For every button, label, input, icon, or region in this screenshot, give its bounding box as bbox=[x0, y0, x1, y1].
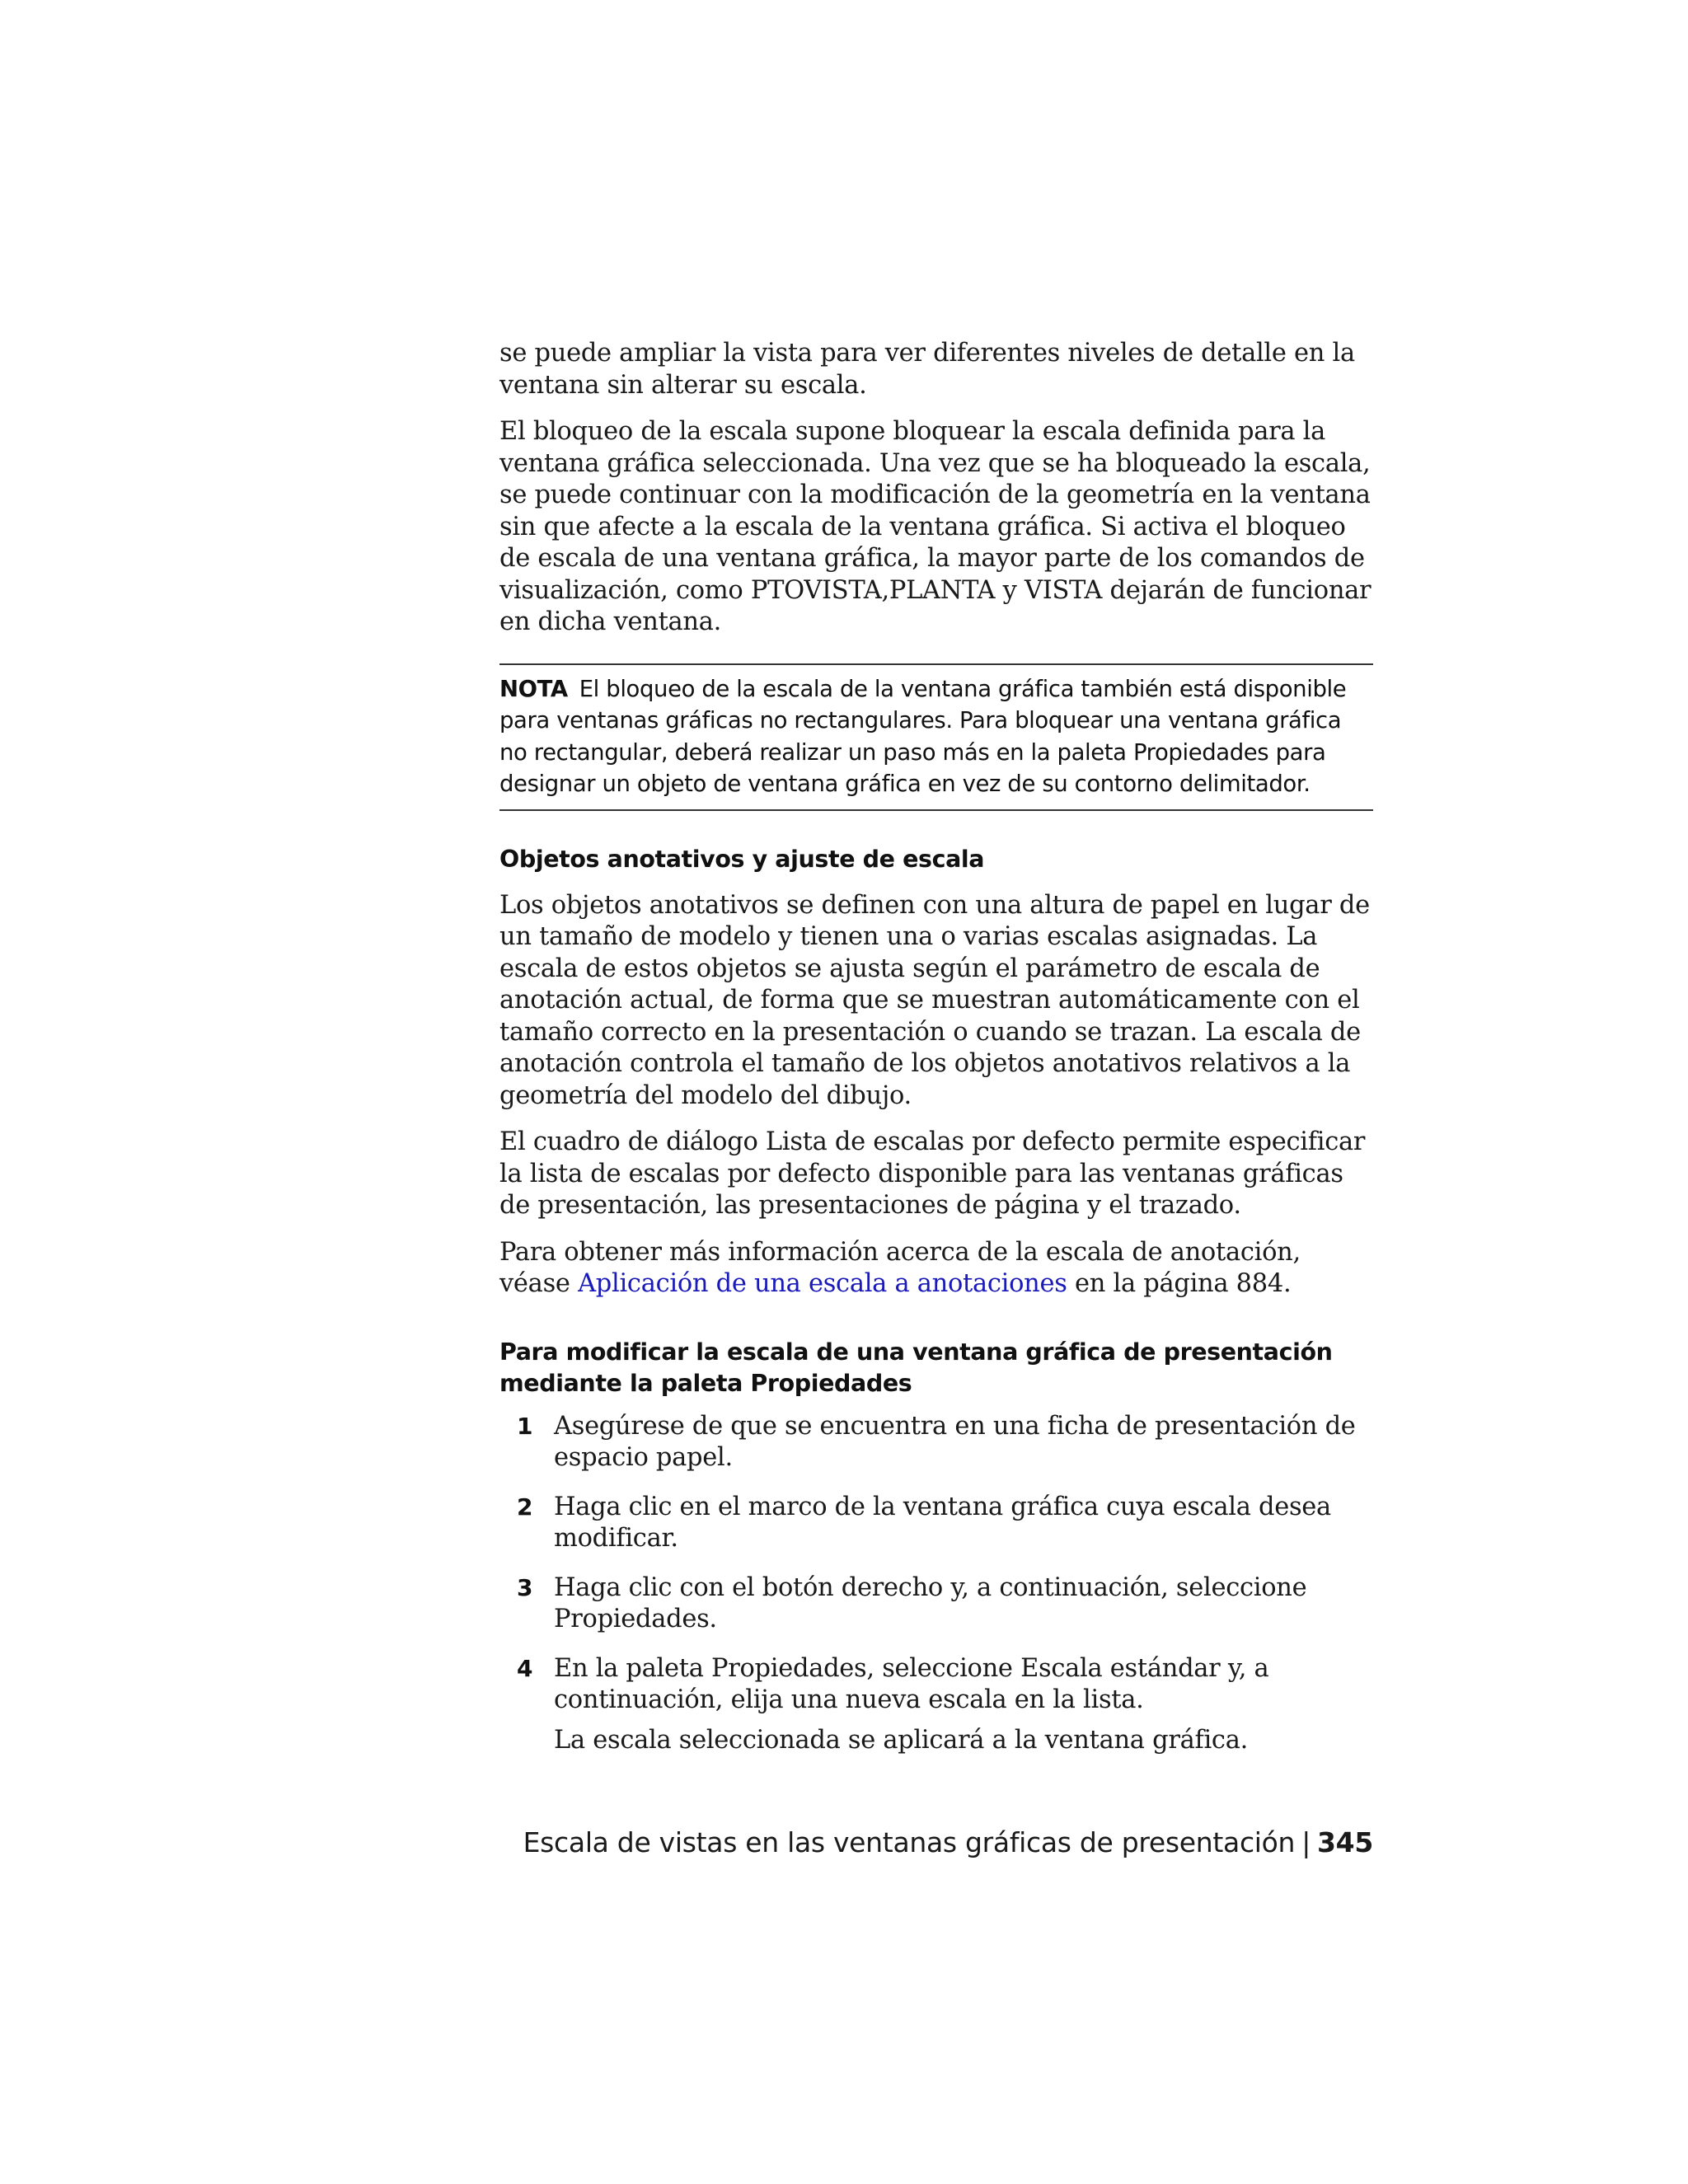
procedure-steps bbox=[499, 1411, 1373, 1757]
reference-text-before: Para obtener más información acerca de la escala de anotación, véase bbox=[499, 1237, 1301, 1298]
footer-title: Escala de vistas en las ventanas gráficas de presentación bbox=[523, 1826, 1296, 1858]
intro-paragraph-1: se puede ampliar la vista para ver diferentes niveles de detalle en la ventana sin alterar su escala. bbox=[499, 339, 1355, 400]
step-text: En la paleta Propiedades, seleccione Escala estándar y, a continuación, elija una nueva escala en la lista. bbox=[554, 1653, 1269, 1714]
page-footer bbox=[495, 1825, 1373, 1861]
step-number: 3 bbox=[517, 1573, 533, 1601]
page-number: 345 bbox=[1317, 1826, 1373, 1858]
step-number: 2 bbox=[517, 1493, 533, 1521]
intro-paragraph-2: El bloqueo de la escala supone bloquear la escala definida para la ventana gráfica seleccionada. Una vez que se ha bloqueado la escala, se puede continuar con la modificación de la geometría en la ventana sin que afecte a la escala de la ventana gráfica. Si activa el bloqueo de escala de una ventana gráfica, la mayor parte de los comandos de visualización, como PTOVISTA,PLANTA y VISTA dejarán de funcionar en dicha ventana. bbox=[499, 417, 1372, 636]
note-box bbox=[499, 663, 1373, 811]
step-text: Asegúrese de que se encuentra en una ficha de presentación de espacio papel. bbox=[554, 1411, 1356, 1472]
procedure-step bbox=[499, 1653, 1373, 1757]
footer-separator: | bbox=[1301, 1826, 1311, 1858]
cross-reference-link[interactable]: Aplicación de una escala a anotaciones bbox=[578, 1269, 1067, 1298]
procedure-heading: Para modificar la escala de una ventana gráfica de presentación mediante la paleta Propiedades bbox=[499, 1338, 1333, 1397]
procedure-step bbox=[499, 1411, 1373, 1474]
section-heading: Objetos anotativos y ajuste de escala bbox=[499, 845, 985, 873]
reference-text-after: en la página 884. bbox=[1067, 1269, 1292, 1298]
step-text: Haga clic con el botón derecho y, a continuación, seleccione Propiedades. bbox=[554, 1572, 1307, 1633]
section-paragraph-1: Los objetos anotativos se definen con una altura de papel en lugar de un tamaño de modelo y tienen una o varias escalas asignadas. La escala de estos objetos se ajusta según el parámetro de escala de anotación actual, de forma que se muestran automáticamente con el tamaño correcto en la presentación o cuando se trazan. La escala de anotación controla el tamaño de los objetos anotativos relativos a la geometría del modelo del dibujo. bbox=[499, 890, 1370, 1110]
step-number: 4 bbox=[517, 1654, 533, 1682]
page-content bbox=[499, 338, 1373, 1774]
step-result: La escala seleccionada se aplicará a la ventana gráfica. bbox=[554, 1725, 1248, 1755]
note-text: El bloqueo de la escala de la ventana gráfica también está disponible para ventanas gráficas no rectangulares. Para bloquear una ventana gráfica no rectangular, deberá realizar un paso más en la paleta Propiedades para designar un objeto de ventana gráfica en vez de su contorno delimitador. bbox=[499, 675, 1347, 797]
step-text: Haga clic en el marco de la ventana gráfica cuya escala desea modificar. bbox=[554, 1492, 1331, 1553]
step-number: 1 bbox=[517, 1412, 533, 1440]
procedure-step bbox=[499, 1492, 1373, 1555]
section-paragraph-2: El cuadro de diálogo Lista de escalas por defecto permite especificar la lista de escalas por defecto disponible para las ventanas gráficas de presentación, las presentaciones de página y el trazado. bbox=[499, 1127, 1366, 1220]
procedure-step bbox=[499, 1572, 1373, 1636]
note-label: NOTA bbox=[499, 675, 568, 702]
reference-paragraph bbox=[499, 1237, 1373, 1301]
